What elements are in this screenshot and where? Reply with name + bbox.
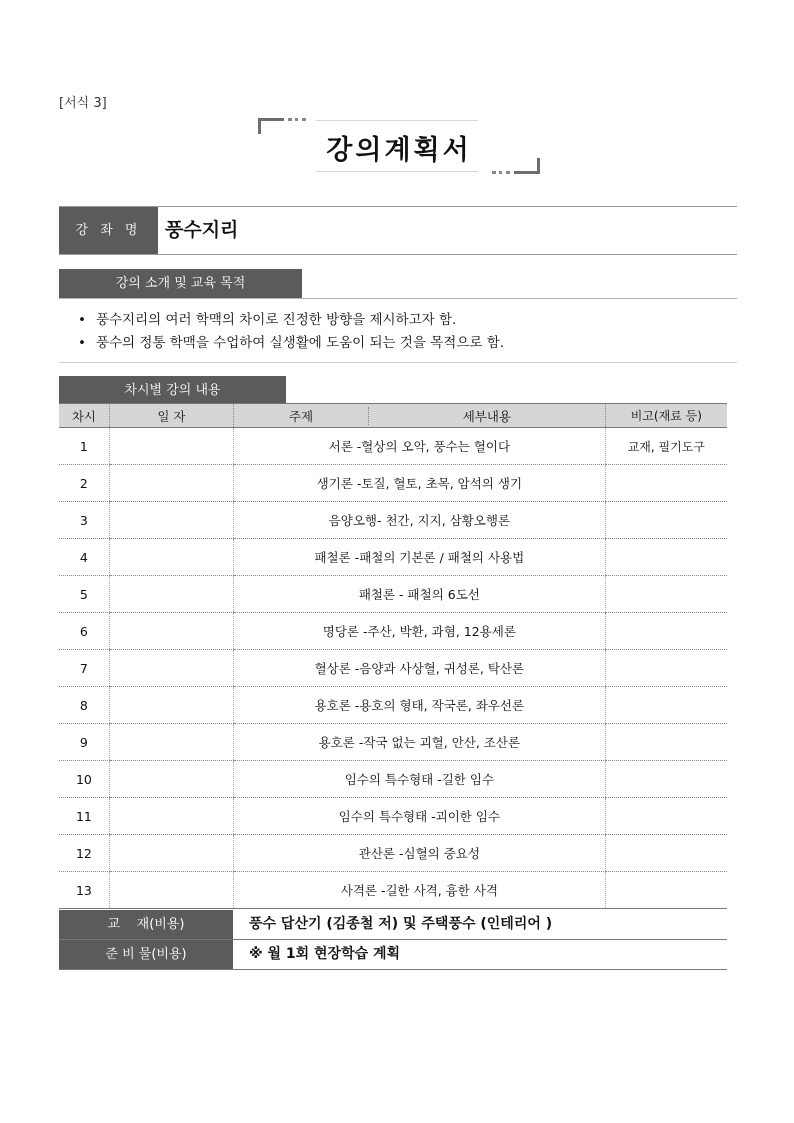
col-detail: 세부내용	[462, 408, 511, 424]
title-dots-top	[288, 118, 306, 121]
table-row	[59, 835, 727, 872]
session-topic: 혈상론 -음양과 사상혈, 귀성론, 탁산론	[234, 650, 606, 687]
session-date	[109, 835, 233, 872]
table-row	[59, 502, 727, 539]
table-row	[59, 798, 727, 835]
session-topic: 용호론 -작국 없는 괴혈, 안산, 조산론	[234, 724, 606, 761]
session-no: 5	[59, 576, 109, 613]
table-row	[59, 724, 727, 761]
title-rule-top	[316, 120, 478, 121]
table-row	[59, 761, 727, 798]
table-row	[59, 428, 727, 465]
session-date	[109, 724, 233, 761]
course-label: 강 좌 명	[59, 207, 158, 254]
sessions-table	[59, 403, 727, 909]
session-topic: 생기론 -토질, 혈토, 초목, 암석의 생기	[234, 465, 606, 502]
intro-item: • 풍수의 정통 학맥을 수업하여 실생활에 도움이 되는 것을 목적으로 함.	[78, 332, 504, 355]
table-header-row	[59, 404, 727, 428]
session-no: 4	[59, 539, 109, 576]
title-rule-bottom	[316, 171, 478, 172]
session-no: 9	[59, 724, 109, 761]
page-title: 강의계획서	[326, 135, 472, 166]
session-date	[109, 539, 233, 576]
intro-list	[78, 309, 504, 355]
col-note: 비고(재료 등)	[605, 404, 727, 428]
course-name: 풍수지리	[165, 219, 239, 241]
intro-header-rule	[59, 298, 737, 299]
session-date	[109, 502, 233, 539]
supplies-row	[59, 940, 727, 970]
session-no: 10	[59, 761, 109, 798]
col-no: 차시	[59, 404, 109, 428]
form-number: [서식 3]	[59, 96, 107, 111]
col-topic-detail	[234, 404, 606, 428]
session-date	[109, 428, 233, 465]
table-row	[59, 872, 727, 909]
table-row	[59, 687, 727, 724]
table-row	[59, 650, 727, 687]
col-topic: 주제	[234, 407, 369, 425]
intro-header: 강의 소개 및 교육 목적	[59, 269, 302, 298]
materials-label: 교 재(비용)	[59, 910, 233, 939]
session-note	[605, 798, 727, 835]
session-date	[109, 613, 233, 650]
session-date	[109, 761, 233, 798]
session-topic: 임수의 특수형태 -길한 임수	[234, 761, 606, 798]
table-row	[59, 576, 727, 613]
session-note	[605, 502, 727, 539]
session-date	[109, 465, 233, 502]
title-corner-top-left-h	[258, 118, 284, 121]
session-no: 7	[59, 650, 109, 687]
session-no: 12	[59, 835, 109, 872]
session-no: 3	[59, 502, 109, 539]
title-dots-bottom	[492, 171, 510, 174]
col-date: 일 자	[109, 404, 233, 428]
session-note	[605, 539, 727, 576]
title-block	[258, 118, 540, 174]
session-no: 2	[59, 465, 109, 502]
intro-rule	[59, 362, 737, 363]
session-date	[109, 798, 233, 835]
session-note	[605, 687, 727, 724]
session-note	[605, 613, 727, 650]
materials-row	[59, 910, 727, 940]
sessions-header: 차시별 강의 내용	[59, 376, 286, 405]
session-no: 11	[59, 798, 109, 835]
course-row	[59, 206, 737, 255]
session-note	[605, 872, 727, 909]
supplies-label: 준 비 물(비용)	[59, 940, 233, 969]
session-note: 교재, 필기도구	[605, 428, 727, 465]
session-topic: 관산론 -심혈의 중요성	[234, 835, 606, 872]
session-no: 8	[59, 687, 109, 724]
session-topic: 용호론 -용호의 형태, 작국론, 좌우선론	[234, 687, 606, 724]
session-date	[109, 872, 233, 909]
session-date	[109, 576, 233, 613]
session-note	[605, 835, 727, 872]
session-no: 6	[59, 613, 109, 650]
title-corner-bottom-right	[537, 158, 540, 174]
session-topic: 패철론 - 패철의 6도선	[234, 576, 606, 613]
table-row	[59, 539, 727, 576]
session-note	[605, 724, 727, 761]
session-topic: 서론 -혈상의 오악, 풍수는 혈이다	[234, 428, 606, 465]
session-topic: 명당론 -주산, 박환, 과혐, 12용세론	[234, 613, 606, 650]
session-no: 13	[59, 872, 109, 909]
session-topic: 패철론 -패철의 기본론 / 패철의 사용법	[234, 539, 606, 576]
materials-value: 풍수 답산기 (김종철 저) 및 주택풍수 (인테리어 )	[249, 916, 553, 932]
session-note	[605, 650, 727, 687]
session-note	[605, 576, 727, 613]
table-row	[59, 613, 727, 650]
intro-item: • 풍수지리의 여러 학맥의 차이로 진정한 방향을 제시하고자 함.	[78, 309, 504, 332]
supplies-value: ※ 월 1회 현장학습 계획	[249, 946, 401, 962]
session-topic: 사격론 -길한 사격, 흉한 사격	[234, 872, 606, 909]
table-row	[59, 465, 727, 502]
session-date	[109, 687, 233, 724]
session-note	[605, 761, 727, 798]
session-topic: 임수의 특수형태 -괴이한 임수	[234, 798, 606, 835]
session-date	[109, 650, 233, 687]
session-topic: 음양오행- 천간, 지지, 삼황오행론	[234, 502, 606, 539]
session-note	[605, 465, 727, 502]
session-no: 1	[59, 428, 109, 465]
